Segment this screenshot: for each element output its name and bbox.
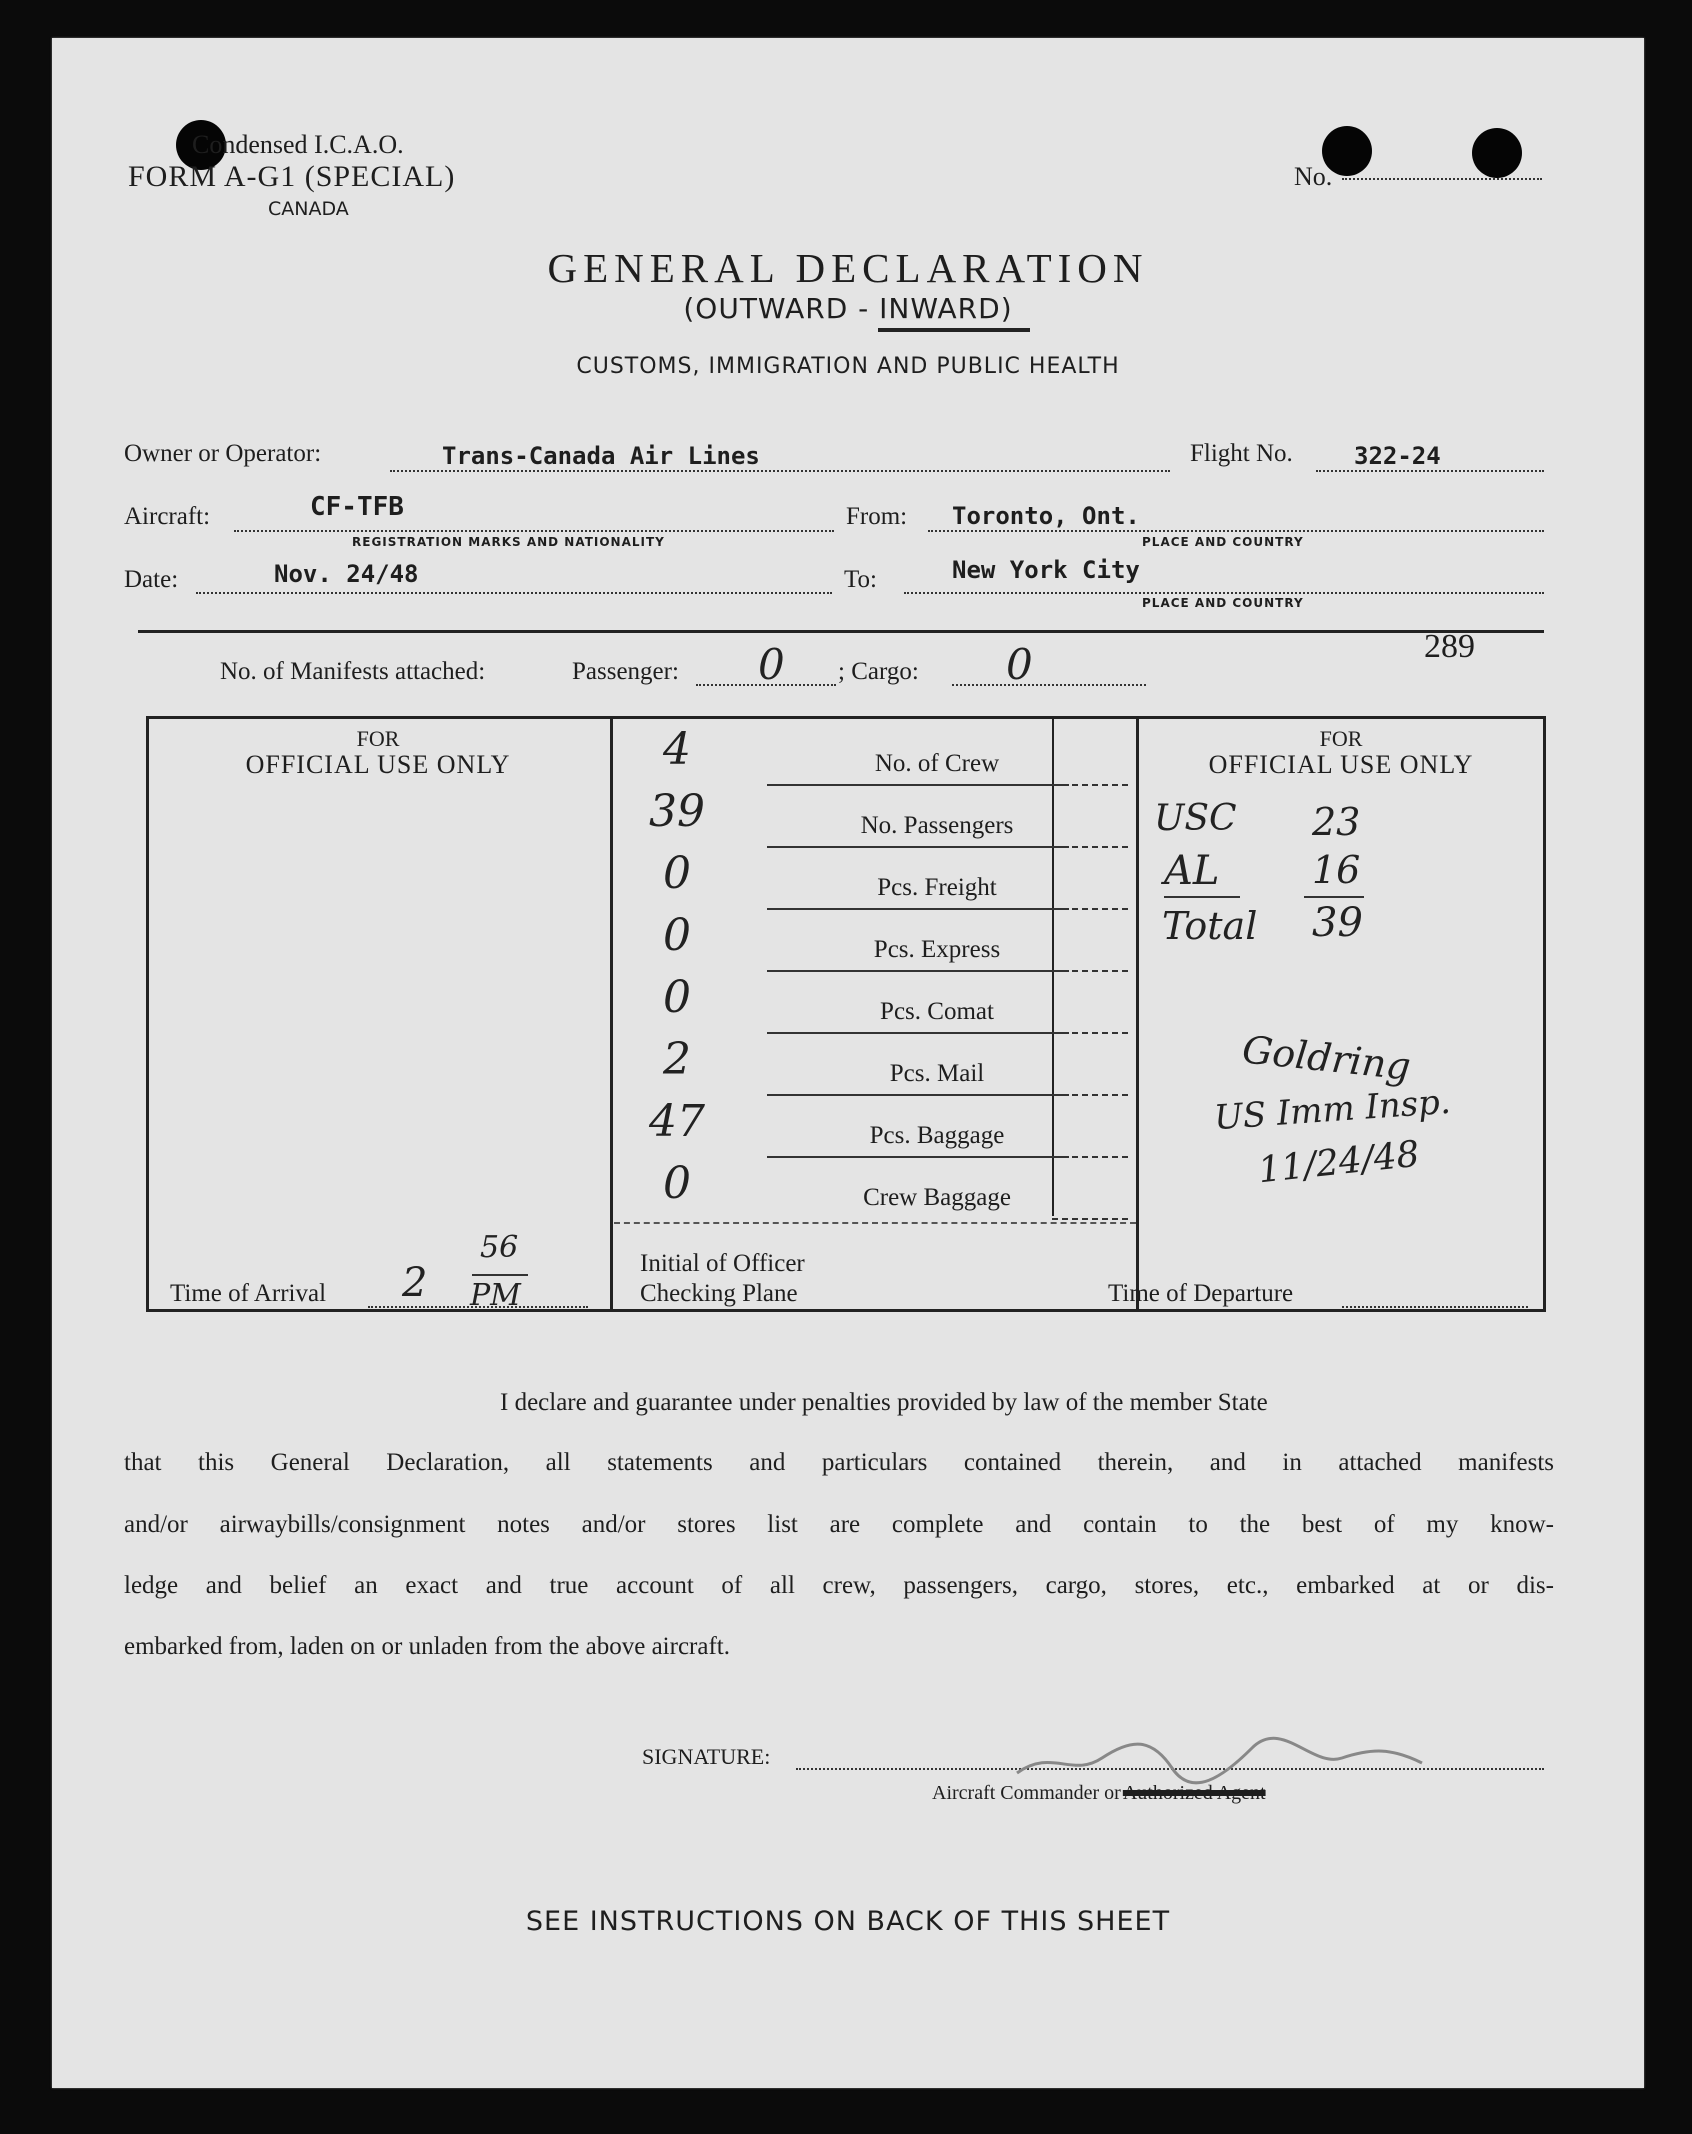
row-line-3 [767,908,1069,910]
row-line-7 [767,1156,1069,1158]
document-subtitle: (OUTWARD - INWARD) [683,292,1013,325]
cargo-manifest-value: 0 [1006,640,1033,689]
comat-value: 0 [663,972,691,1023]
inspector-date: 11/24/48 [1256,1133,1422,1192]
from-label: From: [846,503,908,530]
from-value: Toronto, Ont. [952,502,1140,530]
document-scope: CUSTOMS, IMMIGRATION AND PUBLIC HEALTH [576,354,1120,379]
form-sheet [52,38,1644,2088]
owner-field [390,470,1170,472]
to-value: New York City [952,556,1140,584]
passenger-manifest-label: Passenger: [572,658,679,685]
owner-value: Trans-Canada Air Lines [442,442,760,470]
aircraft-label: Aircraft: [124,503,211,530]
flight-field [1316,470,1544,472]
owner-label: Owner or Operator: [124,440,322,467]
note-usc-label: USC [1154,798,1237,839]
declaration-line-4: ledge and belief an exact and true account of all crew, passengers, cargo, stores, etc., embarked at or dis- [124,1572,1554,1599]
passengers-label: No. Passengers [860,812,1014,839]
inward-underline [878,328,1030,332]
mail-value: 2 [663,1034,691,1085]
from-caption: PLACE AND COUNTRY [1142,535,1304,549]
freight-label: Pcs. Freight [877,874,997,901]
right-official-use: OFFICIAL USE ONLY [1208,750,1474,779]
section-divider [138,630,1544,633]
cargo-manifest-field [952,684,1146,686]
express-value: 0 [663,910,691,961]
note-al-label: AL [1164,848,1220,894]
aircraft-field [234,530,834,532]
document-title: GENERAL DECLARATION [547,245,1149,291]
signature-struck-text: Authorized Agent [1122,1782,1266,1804]
left-official-use: OFFICIAL USE ONLY [245,750,511,779]
row-dash-4 [1052,970,1128,972]
no-field [1342,178,1542,180]
to-caption: PLACE AND COUNTRY [1142,596,1304,610]
row-dash-5 [1052,1032,1128,1034]
mail-label: Pcs. Mail [889,1060,985,1087]
aircraft-value: CF-TFB [310,492,404,522]
date-field [196,592,832,594]
departure-field [1342,1306,1528,1308]
date-label: Date: [124,566,179,593]
date-value: Nov. 24/48 [274,560,419,588]
row-line-6 [767,1094,1069,1096]
passenger-manifest-value: 0 [758,640,785,689]
signature-caption [932,1782,1266,1805]
express-label: Pcs. Express [873,936,1001,963]
to-label: To: [844,566,877,593]
page-number: 289 [1424,628,1475,665]
declaration-line-3: and/or airwaybills/consignment notes and/or stores list are complete and contain to the best of my know- [124,1511,1554,1538]
note-al-underline [1164,896,1240,898]
passengers-value: 39 [649,786,705,837]
row-line-1 [767,784,1069,786]
signature-label: SIGNATURE: [642,1744,771,1769]
row-dash-2 [1052,846,1128,848]
punch-hole-right-2 [1472,128,1522,178]
note-sum-line [1304,896,1364,898]
manifests-label: No. of Manifests attached: [220,658,486,685]
arrival-pm: PM [470,1278,521,1313]
note-usc-value: 23 [1312,800,1361,844]
row-line-4 [767,970,1069,972]
crew-value: 4 [663,724,691,775]
declaration-line-2: that this General Declaration, all statements and particulars contained therein, and in attached manifests [124,1449,1554,1476]
table-divider-3 [1136,716,1139,1312]
comat-label: Pcs. Comat [880,998,994,1025]
baggage-value: 47 [649,1096,705,1147]
initial-officer-label-2: Checking Plane [640,1280,798,1307]
form-number: FORM A-G1 (SPECIAL) [128,160,456,193]
row-line-2 [767,846,1069,848]
arrival-hour: 2 [402,1260,428,1306]
declaration-line-1: I declare and guarantee under penalties provided by law of the member State [500,1389,1268,1416]
row-dash-6 [1052,1094,1128,1096]
from-field [928,530,1544,532]
aircraft-caption: REGISTRATION MARKS AND NATIONALITY [352,535,665,549]
left-official-for: FOR [356,726,400,751]
no-label: No. [1294,162,1333,191]
crew-baggage-value: 0 [663,1158,691,1209]
declaration-line-5: embarked from, laden on or unladen from the above aircraft. [124,1633,730,1660]
commander-signature-scrawl [1012,1728,1432,1788]
footer-instructions: SEE INSTRUCTIONS ON BACK OF THIS SHEET [525,1906,1171,1937]
note-total-label: Total [1162,904,1258,948]
row-dash-3 [1052,908,1128,910]
crew-label: No. of Crew [874,750,1000,777]
condensed-icao-label: Condensed I.C.A.O. [192,130,404,159]
inspector-title: US Imm Insp. [1212,1081,1452,1139]
baggage-label: Pcs. Baggage [869,1122,1005,1149]
note-total-value: 39 [1312,900,1363,946]
departure-label: Time of Departure [1108,1280,1294,1307]
signature-caption-text: Aircraft Commander or [932,1782,1121,1804]
right-official-for: FOR [1319,726,1363,751]
arrival-fraction-line [472,1274,528,1276]
row-dash-7 [1052,1156,1128,1158]
crew-baggage-label: Crew Baggage [863,1184,1011,1211]
country-label: CANADA [268,198,349,220]
flight-label: Flight No. [1190,440,1293,467]
row-dash-1 [1052,784,1128,786]
to-field [904,592,1544,594]
note-al-value: 16 [1312,848,1361,892]
row-line-5 [767,1032,1069,1034]
arrival-label: Time of Arrival [170,1280,327,1307]
arrival-minutes: 56 [480,1230,519,1265]
freight-value: 0 [663,848,691,899]
inspector-signature: Goldring [1240,1027,1413,1089]
initial-officer-label-1: Initial of Officer [640,1250,805,1277]
cargo-manifest-label: ; Cargo: [838,658,919,685]
table-divider-1 [610,716,613,1312]
flight-value: 322-24 [1354,442,1441,470]
crew-baggage-rule [614,1220,1136,1224]
